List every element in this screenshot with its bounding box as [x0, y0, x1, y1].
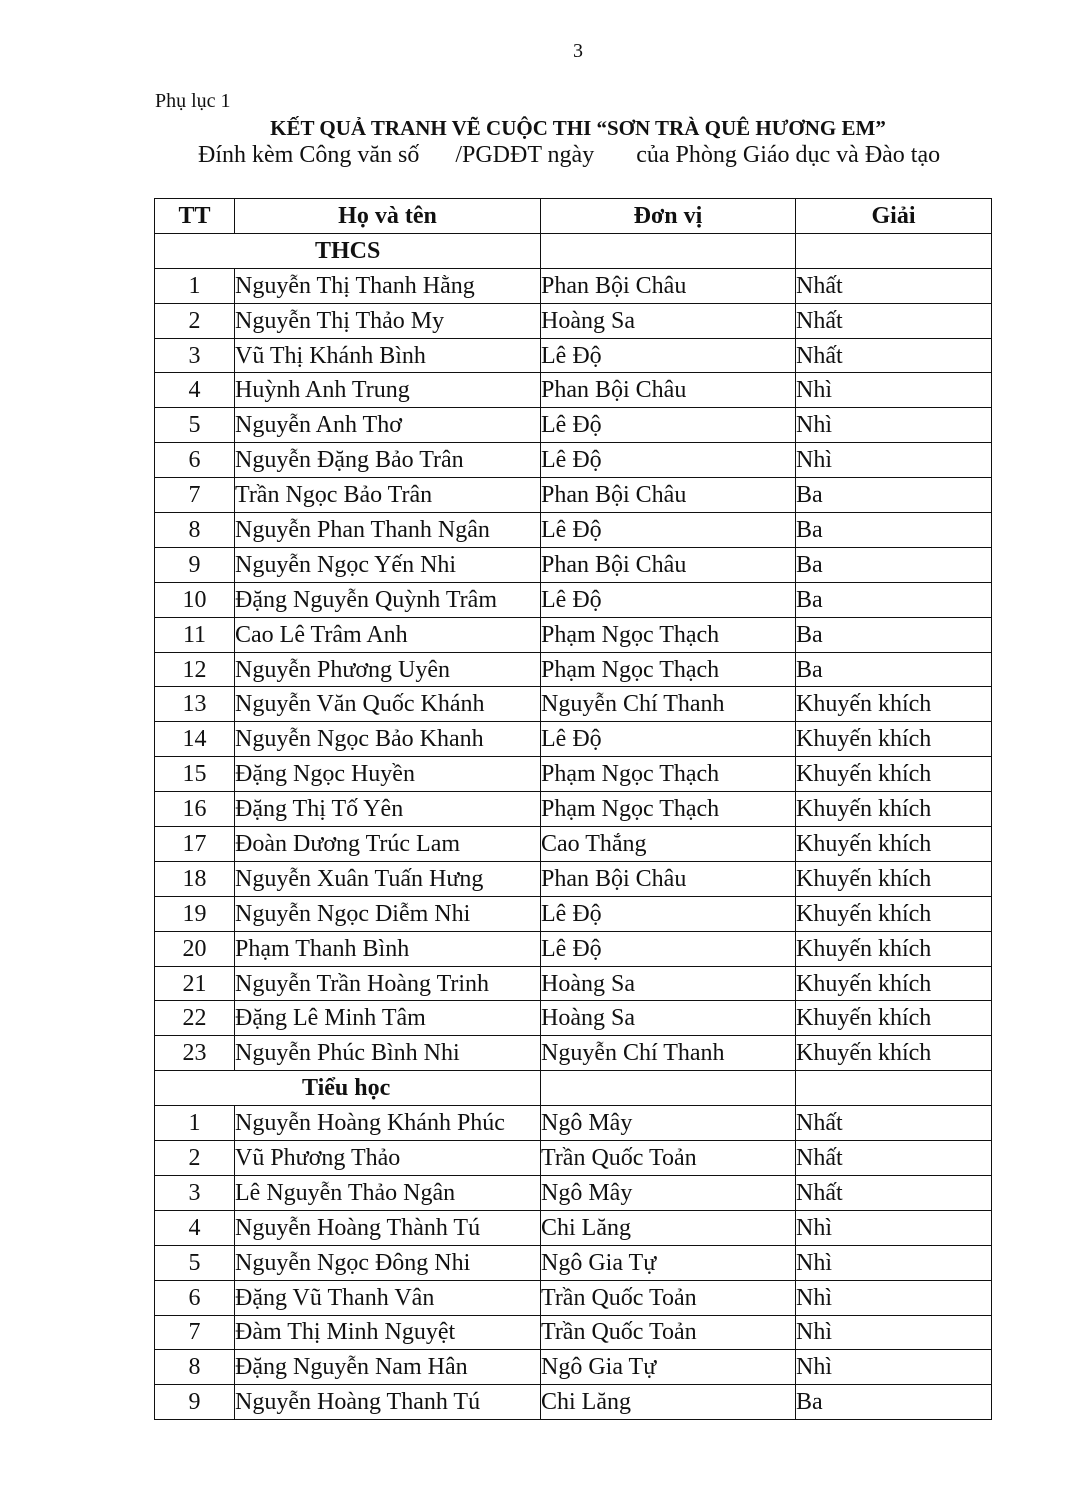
- cell-tt: 2: [155, 303, 235, 338]
- cell-prize: Nhì: [796, 408, 992, 443]
- cell-prize: Ba: [796, 1385, 992, 1420]
- table-row: [155, 303, 992, 338]
- cell-tt: 21: [155, 966, 235, 1001]
- cell-tt: 2: [155, 1141, 235, 1176]
- cell-prize: Khuyến khích: [796, 757, 992, 792]
- cell-unit: Hoàng Sa: [541, 1001, 796, 1036]
- cell-name: Phạm Thanh Bình: [235, 931, 541, 966]
- table-row: [155, 268, 992, 303]
- cell-unit: Phạm Ngọc Thạch: [541, 792, 796, 827]
- table-row: [155, 617, 992, 652]
- cell-name: Nguyễn Phan Thanh Ngân: [235, 513, 541, 548]
- cell-tt: 19: [155, 896, 235, 931]
- table-row: [155, 861, 992, 896]
- table-row: [155, 373, 992, 408]
- cell-unit: Phạm Ngọc Thạch: [541, 652, 796, 687]
- cell-tt: 4: [155, 1210, 235, 1245]
- cell-unit: Phan Bội Châu: [541, 373, 796, 408]
- cell-name: Nguyễn Thị Thanh Hằng: [235, 268, 541, 303]
- cell-tt: 3: [155, 338, 235, 373]
- cell-prize: Nhì: [796, 1245, 992, 1280]
- cell-name: Nguyễn Ngọc Đông Nhi: [235, 1245, 541, 1280]
- document-title: KẾT QUẢ TRANH VẼ CUỘC THI “SƠN TRÀ QUÊ HƯƠNG EM”: [270, 116, 886, 140]
- cell-prize: Khuyến khích: [796, 1001, 992, 1036]
- cell-unit: Phan Bội Châu: [541, 861, 796, 896]
- cell-name: Vũ Thị Khánh Bình: [235, 338, 541, 373]
- table-row: [155, 408, 992, 443]
- cell-unit: Ngô Gia Tự: [541, 1245, 796, 1280]
- cell-unit: Chi Lăng: [541, 1385, 796, 1420]
- cell-name: Nguyễn Đặng Bảo Trân: [235, 443, 541, 478]
- cell-prize: Nhất: [796, 303, 992, 338]
- cell-unit: Nguyễn Chí Thanh: [541, 1036, 796, 1071]
- header-unit: Đơn vị: [541, 199, 796, 234]
- table-row: [155, 1210, 992, 1245]
- cell-unit: Lê Độ: [541, 582, 796, 617]
- cell-prize: Ba: [796, 478, 992, 513]
- cell-prize: Nhì: [796, 1210, 992, 1245]
- cell-tt: 20: [155, 931, 235, 966]
- table-row: [155, 1280, 992, 1315]
- cell-prize: Khuyến khích: [796, 896, 992, 931]
- table-row: [155, 513, 992, 548]
- cell-name: Đặng Lê Minh Tâm: [235, 1001, 541, 1036]
- header-name: Họ và tên: [235, 199, 541, 234]
- cell-unit: Trần Quốc Toản: [541, 1141, 796, 1176]
- table-row: [155, 1141, 992, 1176]
- table-row: [155, 966, 992, 1001]
- appendix-label: Phụ lục 1: [155, 90, 231, 112]
- cell-prize: Khuyến khích: [796, 1036, 992, 1071]
- results-table: [154, 198, 992, 1420]
- cell-prize: Ba: [796, 652, 992, 687]
- section-row: [155, 1071, 992, 1106]
- cell-prize: Ba: [796, 582, 992, 617]
- cell-name: Đặng Nguyễn Nam Hân: [235, 1350, 541, 1385]
- table-row: [155, 792, 992, 827]
- table-row: [155, 722, 992, 757]
- cell-name: Nguyễn Phúc Bình Nhi: [235, 1036, 541, 1071]
- cell-prize: Khuyến khích: [796, 722, 992, 757]
- table-row: [155, 757, 992, 792]
- cell-unit: Lê Độ: [541, 513, 796, 548]
- cell-unit: Lê Độ: [541, 443, 796, 478]
- cell-unit: Nguyễn Chí Thanh: [541, 687, 796, 722]
- cell-tt: 12: [155, 652, 235, 687]
- cell-name: Nguyễn Ngọc Bảo Khanh: [235, 722, 541, 757]
- cell-name: Nguyễn Xuân Tuấn Hưng: [235, 861, 541, 896]
- cell-prize: Nhất: [796, 1175, 992, 1210]
- table-row: [155, 582, 992, 617]
- cell-unit: Hoàng Sa: [541, 303, 796, 338]
- section-title: Tiểu học: [302, 1075, 391, 1102]
- cell-unit: Hoàng Sa: [541, 966, 796, 1001]
- cell-prize: Nhất: [796, 1106, 992, 1141]
- table-row: [155, 827, 992, 862]
- cell-prize: Khuyến khích: [796, 792, 992, 827]
- cell-unit: Phan Bội Châu: [541, 478, 796, 513]
- table-row: [155, 1245, 992, 1280]
- table-row: [155, 338, 992, 373]
- table-row: [155, 1175, 992, 1210]
- header-prize: Giải: [796, 199, 992, 234]
- table-row: [155, 1350, 992, 1385]
- cell-tt: 13: [155, 687, 235, 722]
- cell-name: Lê Nguyễn Thảo Ngân: [235, 1175, 541, 1210]
- cell-prize: Khuyến khích: [796, 931, 992, 966]
- table-row: [155, 443, 992, 478]
- cell-name: Đặng Vũ Thanh Vân: [235, 1280, 541, 1315]
- cell-unit: Phan Bội Châu: [541, 547, 796, 582]
- table-header-row: [155, 199, 992, 234]
- cell-prize: Khuyến khích: [796, 827, 992, 862]
- table-row: [155, 931, 992, 966]
- cell-unit: Lê Độ: [541, 896, 796, 931]
- cell-tt: 6: [155, 443, 235, 478]
- cell-name: Đoàn Dương Trúc Lam: [235, 827, 541, 862]
- page-number: 3: [573, 40, 583, 62]
- cell-unit: Chi Lăng: [541, 1210, 796, 1245]
- empty-cell: [796, 233, 992, 268]
- cell-tt: 7: [155, 1315, 235, 1350]
- cell-tt: 14: [155, 722, 235, 757]
- cell-tt: 23: [155, 1036, 235, 1071]
- cell-tt: 9: [155, 1385, 235, 1420]
- cell-prize: Nhất: [796, 338, 992, 373]
- cell-tt: 11: [155, 617, 235, 652]
- cell-name: Đặng Thị Tố Yên: [235, 792, 541, 827]
- cell-prize: Nhất: [796, 268, 992, 303]
- cell-tt: 17: [155, 827, 235, 862]
- cell-tt: 10: [155, 582, 235, 617]
- cell-name: Nguyễn Ngọc Yến Nhi: [235, 547, 541, 582]
- table-row: [155, 687, 992, 722]
- cell-unit: Ngô Mây: [541, 1175, 796, 1210]
- table-row: [155, 1385, 992, 1420]
- cell-tt: 9: [155, 547, 235, 582]
- empty-cell: [541, 233, 796, 268]
- cell-name: Cao Lê Trâm Anh: [235, 617, 541, 652]
- table-row: [155, 1036, 992, 1071]
- cell-tt: 6: [155, 1280, 235, 1315]
- cell-prize: Nhì: [796, 373, 992, 408]
- table-row: [155, 896, 992, 931]
- cell-tt: 1: [155, 1106, 235, 1141]
- table-row: [155, 1106, 992, 1141]
- cell-name: Nguyễn Trần Hoàng Trinh: [235, 966, 541, 1001]
- cell-prize: Nhì: [796, 1350, 992, 1385]
- cell-prize: Khuyến khích: [796, 687, 992, 722]
- cell-tt: 8: [155, 1350, 235, 1385]
- cell-tt: 3: [155, 1175, 235, 1210]
- cell-unit: Ngô Mây: [541, 1106, 796, 1141]
- table-row: [155, 478, 992, 513]
- cell-name: Nguyễn Phương Uyên: [235, 652, 541, 687]
- cell-tt: 7: [155, 478, 235, 513]
- cell-unit: Lê Độ: [541, 408, 796, 443]
- cell-name: Nguyễn Anh Thơ: [235, 408, 541, 443]
- table-row: [155, 547, 992, 582]
- cell-name: Nguyễn Ngọc Diễm Nhi: [235, 896, 541, 931]
- section-row: [155, 233, 992, 268]
- cell-prize: Ba: [796, 617, 992, 652]
- table-row: [155, 1315, 992, 1350]
- cell-prize: Nhì: [796, 1315, 992, 1350]
- cell-tt: 8: [155, 513, 235, 548]
- header-tt: TT: [155, 199, 235, 234]
- cell-unit: Trần Quốc Toản: [541, 1315, 796, 1350]
- cell-prize: Nhì: [796, 1280, 992, 1315]
- section-title-cell: [155, 1071, 541, 1106]
- cell-unit: Ngô Gia Tự: [541, 1350, 796, 1385]
- cell-unit: Lê Độ: [541, 722, 796, 757]
- empty-cell: [541, 1071, 796, 1106]
- cell-unit: Phạm Ngọc Thạch: [541, 617, 796, 652]
- cell-tt: 5: [155, 408, 235, 443]
- cell-unit: Lê Độ: [541, 338, 796, 373]
- cell-unit: Lê Độ: [541, 931, 796, 966]
- cell-name: Huỳnh Anh Trung: [235, 373, 541, 408]
- cell-name: Nguyễn Thị Thảo My: [235, 303, 541, 338]
- cell-prize: Khuyến khích: [796, 966, 992, 1001]
- cell-prize: Nhất: [796, 1141, 992, 1176]
- cell-name: Nguyễn Văn Quốc Khánh: [235, 687, 541, 722]
- cell-name: Đặng Nguyễn Quỳnh Trâm: [235, 582, 541, 617]
- table-row: [155, 1001, 992, 1036]
- cell-prize: Khuyến khích: [796, 861, 992, 896]
- cell-prize: Nhì: [796, 443, 992, 478]
- cell-tt: 5: [155, 1245, 235, 1280]
- cell-name: Đàm Thị Minh Nguyệt: [235, 1315, 541, 1350]
- table-row: [155, 652, 992, 687]
- cell-tt: 16: [155, 792, 235, 827]
- results-body: [155, 233, 992, 1419]
- empty-cell: [796, 1071, 992, 1106]
- cell-unit: Cao Thắng: [541, 827, 796, 862]
- cell-tt: 22: [155, 1001, 235, 1036]
- cell-tt: 1: [155, 268, 235, 303]
- document-subtitle: Đính kèm Công văn số /PGDĐT ngày của Phòng Giáo dục và Đào tạo: [198, 142, 941, 168]
- cell-name: Vũ Phương Thảo: [235, 1141, 541, 1176]
- cell-name: Trần Ngọc Bảo Trân: [235, 478, 541, 513]
- cell-tt: 15: [155, 757, 235, 792]
- cell-tt: 18: [155, 861, 235, 896]
- cell-name: Đặng Ngọc Huyền: [235, 757, 541, 792]
- cell-name: Nguyễn Hoàng Thanh Tú: [235, 1385, 541, 1420]
- section-title: THCS: [315, 237, 381, 264]
- cell-prize: Ba: [796, 547, 992, 582]
- cell-unit: Trần Quốc Toản: [541, 1280, 796, 1315]
- cell-name: Nguyễn Hoàng Khánh Phúc: [235, 1106, 541, 1141]
- cell-tt: 4: [155, 373, 235, 408]
- section-title-cell: [155, 233, 541, 268]
- cell-name: Nguyễn Hoàng Thành Tú: [235, 1210, 541, 1245]
- cell-prize: Ba: [796, 513, 992, 548]
- cell-unit: Phan Bội Châu: [541, 268, 796, 303]
- cell-unit: Phạm Ngọc Thạch: [541, 757, 796, 792]
